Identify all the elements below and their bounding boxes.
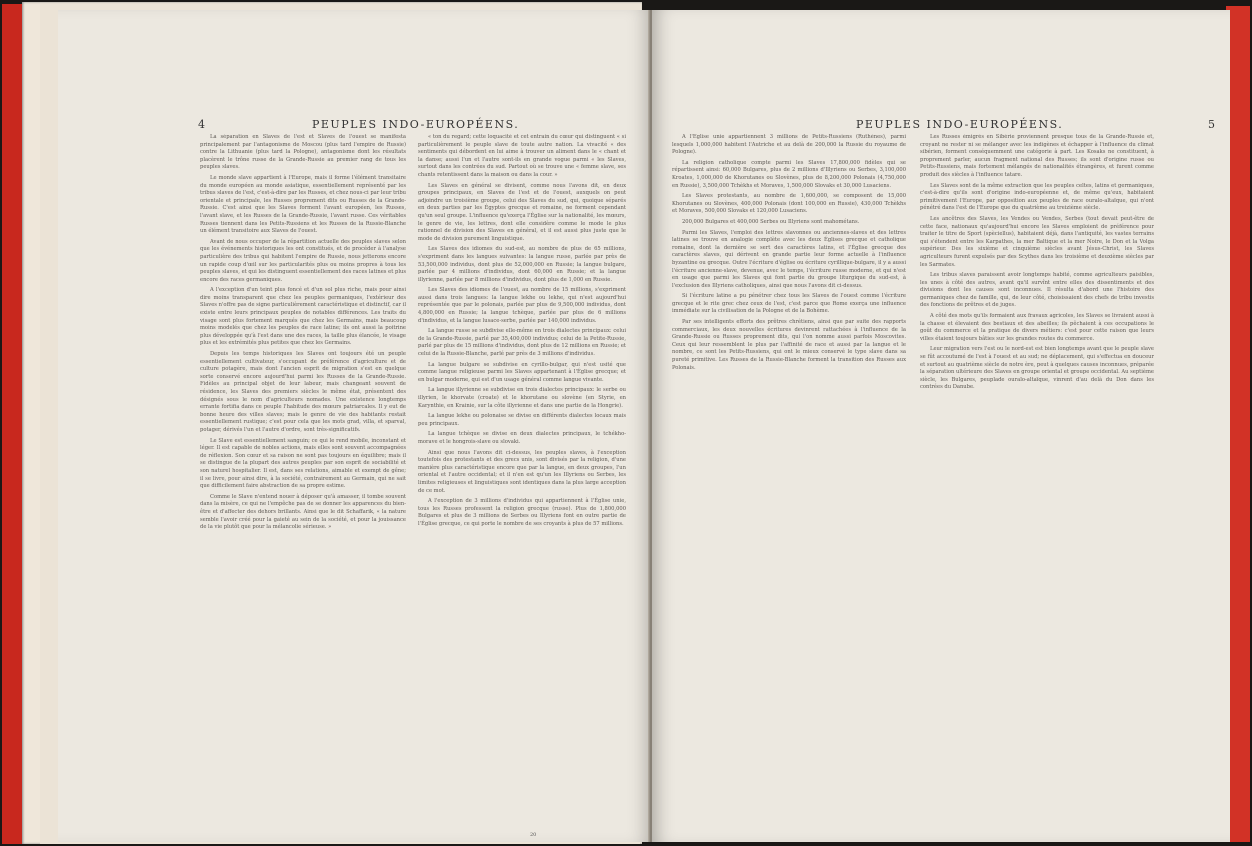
- paragraph: La langue russe se subdivise elle-même en trois dialectes principaux: celui de la Grande-Russie, parlé par 35,400,000 individus; celui de la Petite-Russie, parlé par plus de 15 millions d'individus, dont plus de 12 millions en Russie; et celui de la Russie-Blanche, parlé par près de 3 millions d'individus.: [418, 328, 626, 358]
- paragraph: A l'Église unie appartiennent 3 millions de Petits-Russiens (Ruthènes), parmi lesquels 1,000,000 habitent l'Autriche et au delà de 200,000 la Russie du royaume de Pologne).: [672, 134, 906, 156]
- paragraph: Les Slaves protestants, au nombre de 1,600,000, se composent de 15,000 Khorutanes ou Slovènes, 400,000 Polonais (dont 100,000 en Russie), 430,000 Tchèkhs et Moraves, 500,000 Slovaks et 120,000 Lusaciens.: [672, 193, 906, 215]
- paragraph: La langue illyrienne se subdivise en trois dialectes principaux: le serbe ou illyrien, le khorvate (croate) et le khorutane ou slovène (en Styrie, en Karynthie, en Krainie, sur la côte illyrienne et dans une partie de la Hongrie).: [418, 387, 626, 409]
- paragraph: Les Slaves des idiomes du sud-est, au nombre de plus de 65 millions, s'expriment dans les langues suivantes: la langue russe, parlée par près de 53,500,000 individus, dont plus de 52,000,000 en Russie; la langue bulgare, parlée par 4 millions d'individus, dont 60,000 en Russie; et la langue illyrienne, parlée par 8 millions d'individus, dont plus de 1,000 en Russie.: [418, 246, 626, 283]
- paragraph: A l'exception d'un teint plus foncé et d'un sol plus riche, mais pour ainsi dire moins transparent que chez les peuples germaniques, l'extérieur des Slaves n'offre pas de signe particulièrement caractéristique et distinctif, car il existe entre leurs principaux peuples de notables différences. Les traits du visage sont plus fortement marqués que chez les Germains, mais beaucoup moins modelés que chez les peuples de race latine; ils ont aussi la poitrine plus développée qu'à l'est dans une des races, la taille plus élancée, le visage plus et les extrémités plus petites que chez les Germains.: [200, 287, 406, 347]
- paragraph: Le monde slave appartient à l'Europe, mais il forme l'élément transitaire du monde européen au monde asiatique, essentiellement représenté par les tribus slaves de l'est, c'est-à-dire par les Russes, et chez nous-ci par leur tribu orientale et principale, les Russes proprement dits ou Russes de la Grande-Russie. C'est ainsi que les Slaves forment l'avant européen, les Russes, l'avant slave, et les Russes de la Grande-Russie, l'avant russe. Ces véritables Russes tiennent dans les Petits-Russiens et les Russes de la Russie-Blanche un élément transitoire aux Slaves de l'ouest.: [200, 174, 406, 235]
- paragraph: Les ancêtres des Slaves, les Vendes ou Vendes, Serbes (tout devait peut-être de cette face, nationaux qu'aujourd'hui encore les Slaves emploient de préférence pour traiter le titre de Sport (spèciellus), habitaient déjà, dans l'antiquité, les vastes terrains qui s'étendent entre les Karpathes, la mer Baltique et la mer Noire, le Don et la Volga supérieur. Des les sixième et cinquième siècles avant Jésus-Christ, les Slaves agriculteurs furent expulsés par des Scythes dans les troisième et deuxième siècles par les Sarmates.: [920, 215, 1154, 268]
- left-page-number: 4: [198, 118, 207, 131]
- paragraph: Ainsi que nous l'avons dit ci-dessus, les peuples slaves, à l'exception toutefois des protestants et des grecs unis, sont divisés par la religion, d'une manière plus caractéristique encore que par la langue, en deux groupes, l'un oriental et l'autre occidental; et il n'en est qu'un les Illyriens ou Serbes, les limites religieuses et linguistiques sont identiques dans la plus large acception de ce mot.: [418, 449, 626, 494]
- signature-mark: 20: [530, 832, 537, 838]
- right-column-1: [672, 134, 906, 834]
- paragraph: La séparation en Slaves de l'est et Slaves de l'ouest se manifesta principalement par l'antagonisme de Moscou (plus tard l'empire de Russie) contre la Lithuanie (plus tard la Pologne), antagonisme dont les résultats placèrent le trône russe de la Grande-Russie au premier rang de tous les peuples slaves.: [200, 134, 406, 171]
- left-page: [58, 10, 650, 842]
- paragraph: Les Slaves sont de la même extraction que les peuples celtes, latins et germaniques, c'est-à-dire qu'ils sont d'origine indo-européenne et, de même qu'eux, habitaient primitivement l'Europe, par opposition aux peuples de race ouralo-altaïque, qui n'ont pénétré dans l'est de l'Europe que du quatrième au treizième siècle.: [920, 182, 1154, 212]
- paragraph: Les Russes émigrés en Sibérie proviennent presque tous de la Grande-Russie et, croyant ne rester ni se mélanger avec les indigènes et échapper à l'influence du climat sibérien, forment conséquemment une catégorie à part. Les Kosaks ne constituent, à proprement parler, aucun fragment national des Russes; ils sont d'origine russe ou Petits-Russiens, mais fortement mélangés de nationalités étrangères, et furent comme produit des siècles à l'influence tatare.: [920, 134, 1154, 178]
- paragraph: 200,000 Bulgares et 400,000 Serbes ou Illyriens sont mahométans.: [682, 218, 860, 225]
- left-column-2: [418, 134, 626, 746]
- paragraph: Avant de nous occuper de la répartition actuelle des peuples slaves selon que les événements historiques les ont constitués, et de procéder à l'analyse particulière des tribus qui habitent l'empire de Russie, nous jetterons encore un rapide coup d'œil sur les particularités plus ou moins propres à tous les peuples slaves, et qui les distinguent essentiellement des races latines et plus encore des races germaniques.: [200, 238, 406, 283]
- right-running-head: PEUPLES INDO-EUROPÉENS.: [856, 118, 1064, 131]
- right-page: [652, 10, 1230, 842]
- paragraph: Les tribus slaves paraissent avoir longtemps habité, comme agriculteurs paisibles, les unes à côté des autres, avant qu'il survînt entre elles des dissentiments et des divisions dont les causes sont inconnues. Il résulta d'abord une l'histoire des germaniques chez de famille, qui, de leur côté, choisissaient des chefs de tribu investis des fonctions de prêtres et de juges.: [920, 272, 1154, 309]
- paragraph: Depuis les temps historiques les Slaves ont toujours été un peuple essentiellement cultivateur, s'occupant de préférence d'agriculture et de culture potagère, mais dont l'ancien esprit de migration s'est en quelque sorte conservé encore aujourd'hui parmi les Russes de la Grande-Russie. Fidèles au principal objet de leur labeur, mais changeant souvent de résidence, les Slaves des premiers siècles le même état, présentent des désignés sous le nom d'agriculteurs nomades. Une existence longtemps errante fortifia dans ce peuple l'habitude des mœurs patriarcales. Il y eut de bonne heure des villes slaves; mais le genre de vie des habitants restait essentiellement rustique; c'est pour cela que les mots grad, villa, et sparval, potager, dérivés l'un et l'autre d'ordre, sont très-significatifs.: [200, 351, 406, 433]
- paragraph: Comme le Slave n'entend nouer à déposer qu'à amasser, il tombe souvent dans la misère, ce qui ne l'empêche pas de se donner les apparences du bien-être et d'affecter des dehors brillants. Ainsi que le dit Schaffarik, « la nature semble l'avoir créé pour la gaieté au sein de la société, et pour la jouissance de la vie plutôt que pour la mélancolie sérieuse. »: [200, 493, 406, 531]
- paragraph: La religion catholique compte parmi les Slaves 17,800,000 fidèles qui se répartissent ainsi: 60,000 Bulgares, plus de 2 millions d'Illyriens ou Serbes, 3,100,000 Kroates, 1,000,000 de Khorutanes ou Slovènes, plus de 8,200,000 Polonais (4,750,000 en Russie), 3,500,000 Tchèkhs et Moraves, 1,500,000 Slovaks et 30,000 Lusaciens.: [672, 159, 906, 189]
- left-column-1: [200, 134, 406, 806]
- right-column-2: [920, 134, 1154, 844]
- left-running-head: PEUPLES INDO-EUROPÉENS.: [312, 118, 520, 131]
- paragraph: « ton du regard; cette loquacité et cet entrain du cœur qui distinguent « si particulièrement le peuple slave de toute autre nation. La vivacité « des sentiments qui débordent en lui aime à trouver un aliment dans le « chant et la danse; aussi l'un et l'autre sont-ils en grande vogue parmi « les Slaves, surtout dans les contrées du sud. Partout où se trouve une « femme slave, ses chants retentissent dans la maison ou dans la cour. »: [418, 134, 626, 178]
- paragraph: A côté des mots qu'ils formaient aux fravaux agricoles, les Slaves se livraient aussi à la chasse et élevaient des bestiaux et des abeilles; ils pêchaient à ces occupations le goût du commerce et la pratique de divers métiers: c'est pour cette raison que leurs villes étaient toujours bâties sur les grandes routes du commerce.: [920, 313, 1154, 342]
- paragraph: La langue lekhe ou polonaise se divise en différents dialectes locaux mais peu principaux.: [418, 413, 626, 427]
- paragraph: Par ses intelligents efforts des prêtres chrétiens, ainsi que par suite des rapports commerciaux, les deux nouvelles écritures devinrent rattachées à l'influence de la Grande-Russie ou Russes proprement dits, qui l'on nomme aussi parfois Moscovites. Ceux qui leur ressemblent le plus par l'affinité de race et aussi par la langue et le nombre, ce sont les Petits-Russiens, qui ont le mieux conservé le type slave dans sa pureté primitive. Les Russes de la Russie-Blanche forment la transition des Russes aux Polonais.: [672, 319, 906, 371]
- paragraph: Si l'écriture latine a pu pénétrer chez tous les Slaves de l'ouest comme l'écriture grecque et le rite grec chez ceux de l'est, c'est parce que Rome exerça une influence immédiate sur la civilisation de la Pologne et de la Bohème.: [672, 293, 906, 315]
- paragraph: Parmi les Slaves, l'emploi des lettres slavonnes ou anciennes-slaves et des lettres latines se trouve en analogie complète avec les deux Églises grecque et catholique romaine, dont la dernière se sert des caractères latins, et l'Église grecque des caractères slaves, qui dérivent en grande partie leur forme actuelle à l'influence byzantine ou grecque. Outre l'écriture d'église ou écriture cyrillique-bulgare, il y a aussi l'écriture ancienne-slave, devenue, avec le temps, l'écriture russe moderne, et qui n'est en usage que parmi les Slaves qui font partie du groupe liturgique du sud-est, à l'exclusion des Illyriens catholiques, ainsi que nous l'avons dit ci-dessus.: [672, 229, 906, 289]
- paragraph: Leur migration vers l'est ou le nord-est est bien longtemps avant que le peuple slave se fût accoutumé de l'est à l'ouest et au sud; ne déplacement, qui s'effectua en douceur et surtout au quatrième siècle de notre ère, peut à quelques causes inconnues, préparée la séparation ultérieure des Slaves en groupe oriental et groupe occidental. Au septième siècle, les Bulgares, peuplade ouralo-altaïque, vinrent d'au delà du Don dans les contrées du Danube.: [920, 346, 1154, 391]
- paragraph: La langue bulgare se subdivise en cyrillo-bulgar, qui n'est usité que comme langue religieuse parmi les Slaves appartenant à l'Église grecque; et en bulgar moderne, qui est d'un usage général comme langue vivante.: [418, 361, 626, 383]
- paragraph: A l'exception de 3 millions d'individus qui appartiennent à l'Église unie, tous les Russes professent la religion grecque (russe). Plus de 1,800,000 Bulgares et plus de 3 millions de Serbes ou Illyriens font en outre partie de l'Église grecque, ce qui porte le nombre de ses croyants à plus de 57 millions.: [418, 498, 626, 527]
- paragraph: Les Slaves en général se divisent, comme nous l'avons dit, en deux groupes principaux, en Slaves de l'est et de l'ouest, auxquels on peut adjoindre un troisième groupe, celui des Slaves du sud, qui, quoique séparés en deux parties par les Égyptes grecque et romaine, ne forment cependant qu'un seul groupe. L'influence qu'exerça l'Église sur la nationalité, les mœurs, le genre de vie, les lettres, dont elle considère comme le mode le plus rationnel de division des Slaves en général, et il est aussi plus juste que le mode de division purement linguistique.: [418, 182, 626, 242]
- paragraph: La langue tchèque se divise en deux dialectes principaux, le tchékho-morave et le hongrois-slave ou slovaki.: [418, 431, 626, 445]
- paragraph: Le Slave est essentiellement sanguin; ce qui le rend mobile, inconstant et léger. Il est capable de nobles actions, mais elles sont souvent accompagnées de réflexion. Son cœur et sa raison ne sont pas toujours en équilibre; mais il se distingue de la plupart des autres peuples par son esprit de sociabilité et son naturel hospitalier. Il est, dans ses relations, aimable et exempt de gêne; il se livre, pour ainsi dire, à la société, contrairement au Germain, qui ne sait que difficilement faire abstraction de sa propre estime.: [200, 437, 406, 490]
- paragraph: Les Slaves des idiomes de l'ouest, au nombre de 15 millions, s'expriment aussi dans trois langues: la langue lekhe ou lekhe, qui n'est aujourd'hui représentée que par le polonais, parlée par plus de 9,500,000 individus, dont 4,800,000 en Russie; la langue tchèque, parlée par plus de 6 millions d'individus, et la langue lusace-serbe, parlée par 140,000 individus.: [418, 287, 626, 324]
- right-page-number: 5: [1208, 118, 1217, 131]
